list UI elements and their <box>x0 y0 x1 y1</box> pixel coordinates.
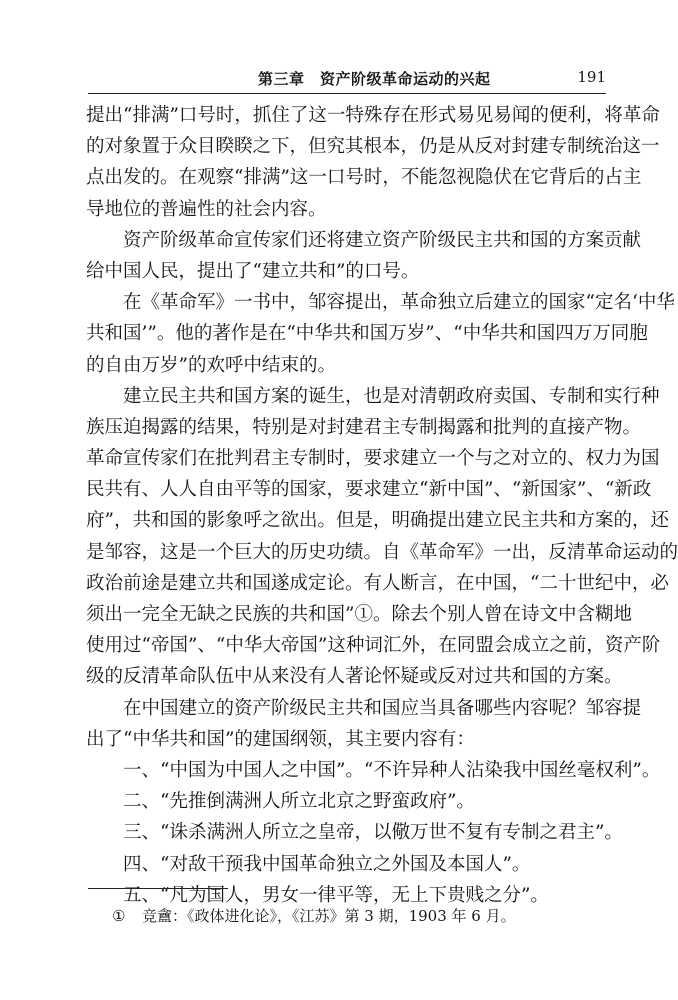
text-line: 在中国建立的资产阶级民主共和国应当具备哪些内容呢？邹容提 <box>123 697 642 719</box>
footnote <box>112 905 516 926</box>
text-line: 族压迫揭露的结果，特别是对封建君主专制揭露和批判的直接产物。 <box>86 416 642 438</box>
header-rule <box>88 93 606 94</box>
text-line: 须出一完全无缺之民族的共和国”①。除去个别人曾在诗文中含糊地 <box>86 604 632 625</box>
text-line: 使用过“帝国”、“中华大帝国”这种词汇外，在同盟会成立之前，资产阶 <box>86 635 661 657</box>
running-head <box>88 68 606 92</box>
text-line: 三、“诛杀满洲人所立之皇帝，以儆万世不复有专制之君主”。 <box>123 822 623 844</box>
text-line: 的对象置于众目睽睽之下，但究其根本，仍是从反对封建专制统治这一 <box>86 136 660 158</box>
text-line: 建立民主共和国方案的诞生，也是对清朝政府卖国、专制和实行种 <box>123 385 660 407</box>
text-line: 级的反清革命队伍中从来没有人著论怀疑或反对过共和国的方案。 <box>86 666 623 688</box>
text-line: 导地位的普遍性的社会内容。 <box>86 198 327 220</box>
text-line: 府”，共和国的影象呼之欲出。但是，明确提出建立民主共和方案的，还 <box>86 510 669 532</box>
text-line: 出了“中华共和国”的建国纲领，其主要内容有： <box>86 728 475 750</box>
text-line: 资产阶级革命宣传家们还将建立资产阶级民主共和国的方案贡献 <box>123 229 642 251</box>
text-line: 共和国’”。他的著作是在“中华共和国万岁”、“中华共和国四万万同胞 <box>86 323 648 345</box>
text-line: 是邹容，这是一个巨大的历史功绩。自《革命军》一出，反清革命运动的 <box>86 541 678 563</box>
text-line: 四、“对敌干预我中国革命独立之外国及本国人”。 <box>123 853 531 875</box>
footnote-mark: ① <box>112 907 126 925</box>
text-line: 给中国人民，提出了“建立共和”的口号。 <box>86 260 420 282</box>
body-text <box>86 100 678 911</box>
text-line: 五、“凡为国人，男女一律平等，无上下贵贱之分”。 <box>123 884 549 906</box>
text-line: 点出发的。在观察“排满”这一口号时，不能忽视隐伏在它背后的占主 <box>86 167 642 189</box>
text-line: 的自由万岁”的欢呼中结束的。 <box>86 354 336 376</box>
page-number: 191 <box>577 68 606 86</box>
text-line: 提出“排满”口号时，抓住了这一特殊存在形式易见易闻的便利，将革命 <box>86 105 660 126</box>
text-line: 政治前途是建立共和国遂成定论。有人断言，在中国，“二十世纪中，必 <box>86 572 669 594</box>
text-line: 一、“中国为中国人之中国”。“不许异种人沾染我中国丝毫权利”。 <box>123 759 661 781</box>
footnote-rule <box>88 888 228 889</box>
text-line: 在《革命军》一书中，邹容提出，革命独立后建立的国家“定名‘中华 <box>123 292 675 314</box>
text-line: 革命宣传家们在批判君主专制时，要求建立一个与之对立的、权力为国 <box>86 448 660 470</box>
text-line: 二、“先推倒满洲人所立北京之野蛮政府”。 <box>123 791 475 813</box>
footnote-text: 竞盦：《政体进化论》，《江苏》第 3 期，1903 年 6 月。 <box>142 907 516 925</box>
text-line: 民共有、人人自由平等的国家，要求建立“新中国”、“新国家”、“新政 <box>86 479 652 501</box>
chapter-title: 第三章 资产阶级革命运动的兴起 <box>258 70 491 88</box>
